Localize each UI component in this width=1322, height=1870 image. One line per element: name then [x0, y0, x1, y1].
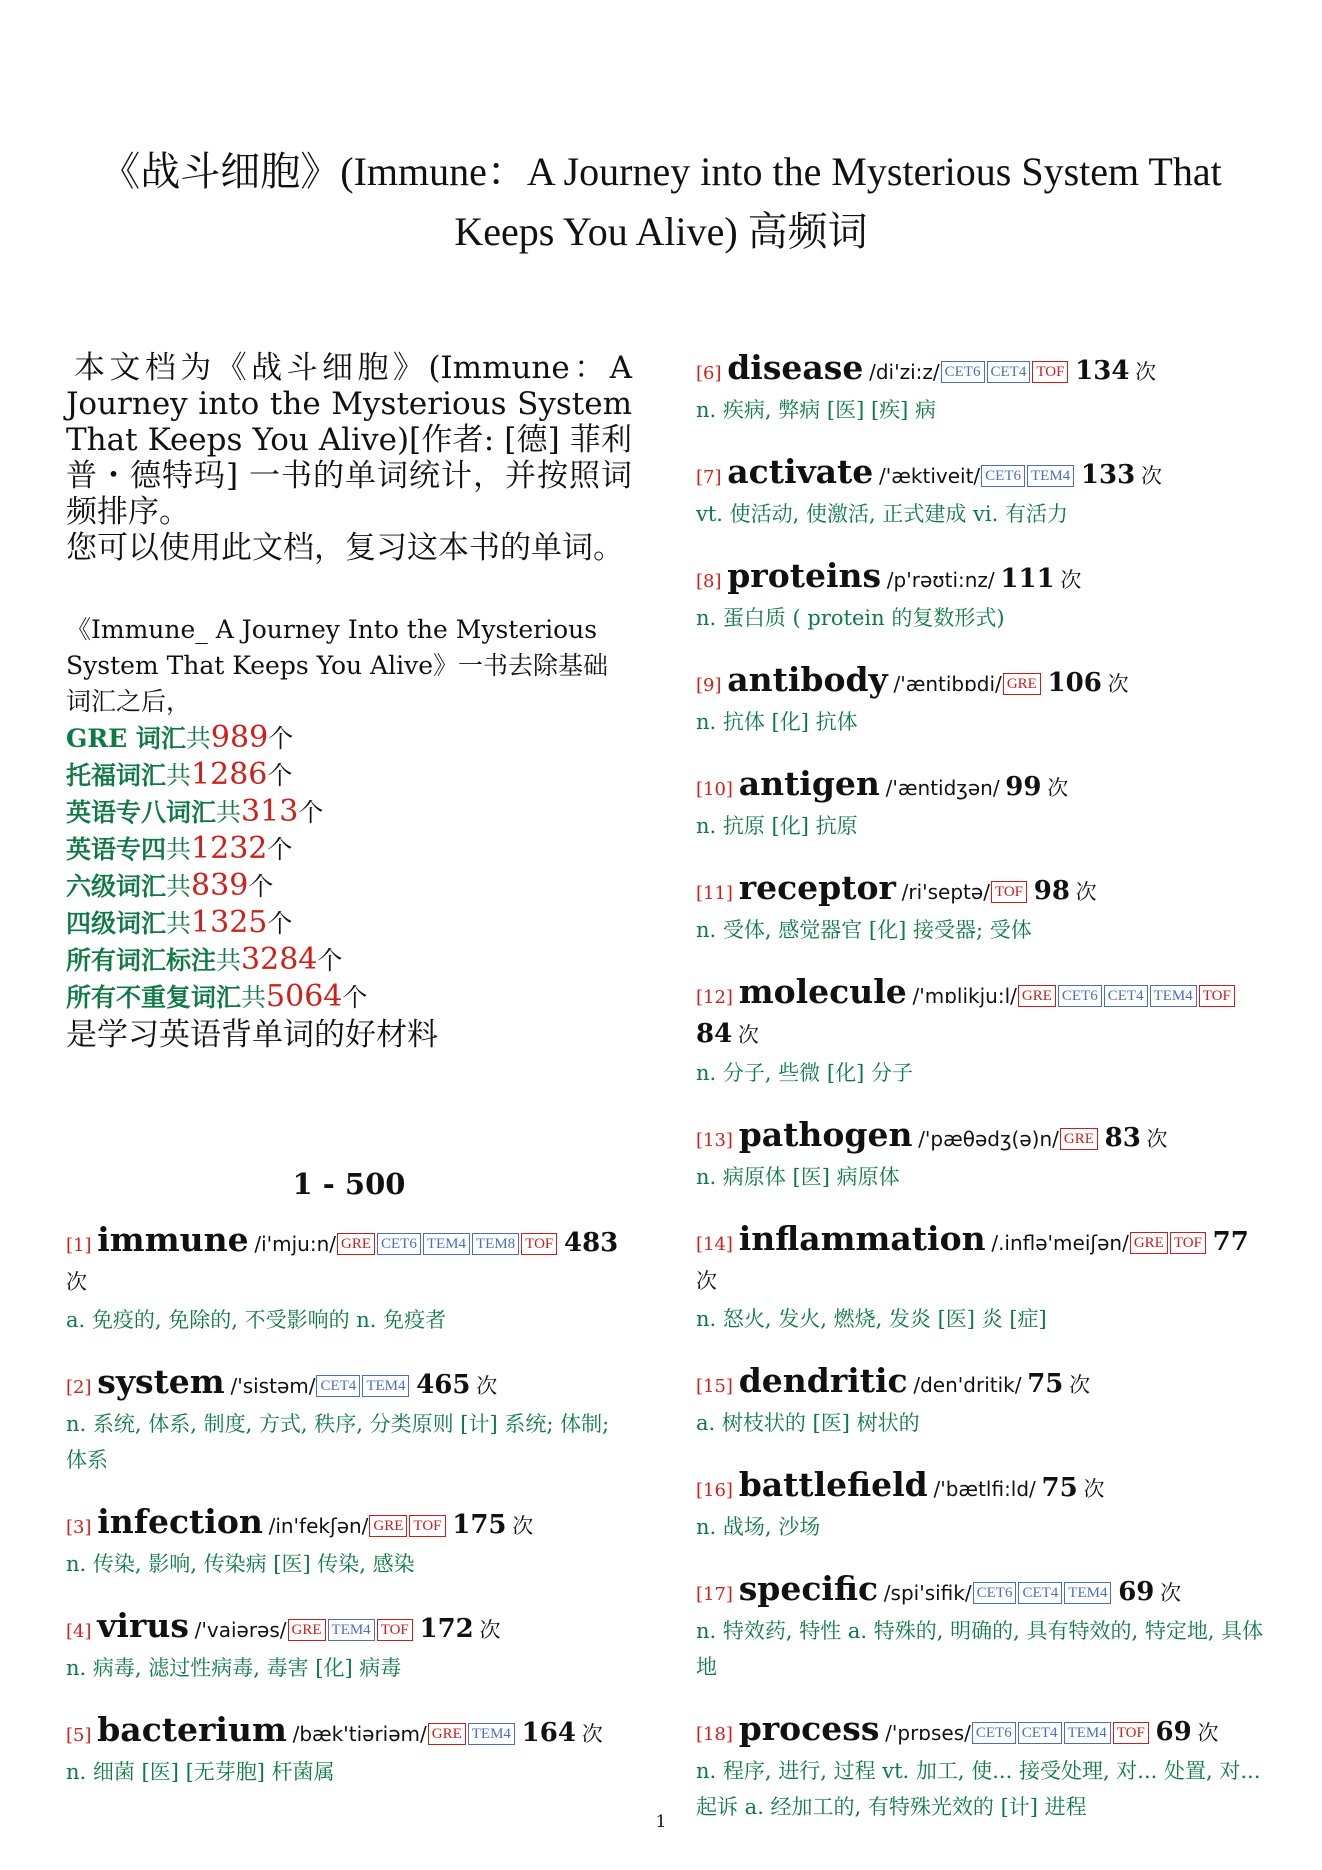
word-entry: [696, 1221, 1270, 1337]
entry-index: [4]: [66, 1621, 92, 1642]
intro-paragraph: [66, 350, 632, 566]
headword-line: [696, 1711, 1270, 1753]
frequency-unit: 次: [1160, 1581, 1182, 1605]
exam-tag: GRE: [1018, 985, 1056, 1007]
exam-tag: TEM4: [1150, 985, 1197, 1007]
entry-index: [1]: [66, 1235, 92, 1256]
word-entry: [696, 1363, 1270, 1441]
frequency-unit: 次: [1060, 568, 1082, 592]
entry-word: inflammation: [738, 1219, 986, 1258]
exam-tag: CET6: [972, 1722, 1016, 1744]
stat-row: [66, 868, 632, 905]
word-entry: [66, 1608, 632, 1686]
stat-count: 5064: [266, 979, 343, 1014]
entry-frequency: 111: [1000, 564, 1055, 594]
range-heading: 1 - 500: [292, 1167, 406, 1201]
entry-index: [17]: [696, 1584, 733, 1605]
entry-index: [18]: [696, 1724, 733, 1745]
stat-label: 托福词汇: [66, 761, 167, 790]
headword-line: [696, 1117, 1270, 1159]
stat-unit: 个: [267, 835, 293, 864]
entry-word: infection: [97, 1502, 263, 1541]
exam-tag: CET4: [1018, 1722, 1062, 1744]
entry-word: activate: [727, 452, 874, 491]
stat-unit: 个: [267, 909, 293, 938]
entry-definition: n. 战场, 沙场: [696, 1515, 821, 1539]
stat-count: 839: [191, 868, 249, 903]
exam-tag: GRE: [428, 1723, 466, 1745]
entry-definition: n. 抗体 [化] 抗体: [696, 710, 858, 734]
word-entry: [696, 454, 1270, 532]
word-entry: [696, 974, 1270, 1091]
stat-count: 1286: [191, 757, 268, 792]
entry-definition: n. 特效药, 特性 a. 特殊的, 明确的, 具有特效的, 特定地, 具体地: [696, 1619, 1264, 1679]
word-entry: [66, 1222, 632, 1338]
entry-word: proteins: [727, 556, 882, 595]
stat-label: 英语专四: [66, 835, 167, 864]
entry-index: [5]: [66, 1725, 92, 1746]
stat-gong: 共: [166, 835, 192, 864]
word-entry: [696, 870, 1270, 948]
entry-pronunciation: /'sistəm/: [230, 1374, 316, 1398]
stat-row: [66, 831, 632, 868]
stat-gong: 共: [216, 798, 242, 827]
exam-tag: CET6: [973, 1582, 1017, 1604]
frequency-unit: 次: [1075, 880, 1097, 904]
stat-unit: 个: [317, 946, 343, 975]
stat-label: 英语专八词汇: [66, 798, 217, 827]
entry-index: [6]: [696, 363, 722, 384]
headword-line: [66, 1364, 632, 1406]
entry-index: [9]: [696, 675, 722, 696]
stat-gong: 共: [166, 761, 192, 790]
exam-tag: TEM4: [423, 1233, 470, 1255]
entry-definition: n. 系统, 体系, 制度, 方式, 秩序, 分类原则 [计] 系统; 体制; 体系: [66, 1412, 610, 1472]
entries-left: [66, 1222, 632, 1790]
stat-gong: 共: [216, 946, 242, 975]
entry-frequency: 84: [696, 1019, 733, 1049]
entry-word: system: [97, 1362, 225, 1401]
entry-index: [2]: [66, 1377, 92, 1398]
entry-word: immune: [97, 1220, 249, 1259]
entry-pronunciation: /'æktiveit/: [879, 464, 981, 488]
stat-unit: 个: [268, 724, 294, 753]
entry-pronunciation: /ri'septə/: [901, 880, 990, 904]
entry-pronunciation: /'bætlfi:ld/: [933, 1477, 1036, 1501]
frequency-unit: 次: [1197, 1721, 1219, 1745]
stat-row: [66, 979, 632, 1016]
entries-right: [696, 350, 1270, 1825]
word-entry: [696, 1117, 1270, 1195]
stat-gong: 共: [241, 983, 267, 1012]
exam-tag: GRE: [288, 1619, 326, 1641]
entry-word: virus: [97, 1606, 189, 1645]
entry-definition: n. 程序, 进行, 过程 vt. 加工, 使... 接受处理, 对... 处置, 对... 起诉 a. 经加工的, 有特殊光效的 [计] 进程: [696, 1759, 1261, 1819]
entry-frequency: 483: [564, 1228, 619, 1258]
exam-tag: GRE: [337, 1233, 375, 1255]
stat-count: 313: [241, 794, 299, 829]
entry-pronunciation: /'mɒlikju:l/: [912, 984, 1017, 1008]
entry-frequency: 106: [1047, 668, 1102, 698]
exam-tag: TEM4: [1064, 1582, 1111, 1604]
entry-index: [7]: [696, 467, 722, 488]
entry-frequency: 175: [452, 1510, 507, 1540]
entry-index: [16]: [696, 1480, 733, 1501]
exam-tag: GRE: [1130, 1232, 1168, 1254]
stat-count: 989: [210, 720, 269, 755]
frequency-unit: 次: [512, 1514, 534, 1538]
stat-count: 1232: [191, 831, 268, 866]
entry-frequency: 69: [1155, 1717, 1192, 1747]
frequency-unit: 次: [1069, 1373, 1091, 1397]
exam-tag: TOF: [521, 1233, 557, 1255]
headword-line: [66, 1504, 632, 1546]
frequency-unit: 次: [1107, 672, 1129, 696]
entry-definition: n. 病毒, 滤过性病毒, 毒害 [化] 病毒: [66, 1656, 402, 1680]
entry-word: battlefield: [738, 1465, 928, 1504]
intro-text-2: 您可以使用此文档，复习这本书的单词。: [66, 530, 624, 566]
entry-index: [13]: [696, 1130, 733, 1151]
stat-unit: 个: [267, 761, 293, 790]
exam-tag: GRE: [1060, 1128, 1098, 1150]
frequency-unit: 次: [476, 1374, 498, 1398]
entry-definition: n. 怒火, 发火, 燃烧, 发炎 [医] 炎 [症]: [696, 1307, 1047, 1331]
entry-pronunciation: /di'zi:z/: [869, 360, 940, 384]
entry-definition: n. 细菌 [医] [无芽胞] 杆菌属: [66, 1760, 335, 1784]
exam-tag: CET4: [1104, 985, 1148, 1007]
exam-tag: TOF: [991, 881, 1027, 903]
exam-tag: TOF: [1113, 1722, 1149, 1744]
frequency-unit: 次: [1146, 1127, 1168, 1151]
entry-frequency: 69: [1118, 1577, 1155, 1607]
word-entry: [696, 350, 1270, 428]
entry-pronunciation: /bæk'tiəriəm/: [292, 1722, 427, 1746]
entry-pronunciation: /'vaiərəs/: [194, 1618, 287, 1642]
frequency-unit: 次: [1083, 1477, 1105, 1501]
entry-frequency: 98: [1033, 876, 1070, 906]
word-entry: [696, 1711, 1270, 1825]
entry-definition: vt. 使活动, 使激活, 正式建成 vi. 有活力: [696, 502, 1068, 526]
word-entry: [696, 1467, 1270, 1545]
stats-list: [66, 720, 632, 1016]
headword-line: [696, 974, 1270, 1055]
entry-pronunciation: /den'dritik/: [913, 1373, 1022, 1397]
frequency-unit: 次: [66, 1270, 87, 1294]
page-number: 1: [655, 1812, 667, 1832]
headword-line: [696, 1467, 1270, 1509]
exam-tag: TEM4: [468, 1723, 515, 1745]
exam-tag: TOF: [1032, 361, 1068, 383]
entry-index: [14]: [696, 1234, 733, 1255]
entry-frequency: 75: [1027, 1369, 1064, 1399]
entry-definition: n. 分子, 些微 [化] 分子: [696, 1061, 913, 1085]
entry-pronunciation: /in'fekʃən/: [268, 1514, 369, 1538]
entry-word: pathogen: [738, 1115, 913, 1154]
frequency-unit: 次: [581, 1722, 603, 1746]
entry-index: [10]: [696, 779, 733, 800]
headword-line: [66, 1608, 632, 1650]
intro-text-1: 本文档为《战斗细胞》(Immune：A Journey into the Mysterious System That Keeps You Alive)[作者: [德] 菲利普・德特玛] 一书的单词统计，并按照词频排序。: [66, 350, 632, 530]
entry-word: process: [738, 1709, 880, 1748]
exam-tag: TOF: [409, 1515, 445, 1537]
entry-definition: n. 疾病, 弊病 [医] [疾] 病: [696, 398, 937, 422]
stat-label: GRE 词汇: [66, 724, 186, 753]
headword-line: [696, 1571, 1270, 1613]
stat-label: 四级词汇: [66, 909, 167, 938]
entry-index: [8]: [696, 571, 722, 592]
stat-row: [66, 905, 632, 942]
exam-tag: GRE: [1003, 673, 1041, 695]
headword-line: [696, 350, 1270, 392]
stat-label: 所有词汇标注: [66, 946, 217, 975]
frequency-unit: 次: [1140, 464, 1162, 488]
stat-gong: 共: [166, 909, 192, 938]
entry-pronunciation: /p'rəʊti:nz/: [886, 568, 995, 592]
exam-tag: CET4: [987, 361, 1031, 383]
entry-frequency: 99: [1005, 772, 1042, 802]
exam-tag: TEM8: [472, 1233, 519, 1255]
exam-tag: TOF: [1199, 985, 1235, 1007]
exam-tag: TEM4: [328, 1619, 375, 1641]
exam-tag: TEM4: [1064, 1722, 1111, 1744]
entry-pronunciation: /'æntibɒdi/: [893, 672, 1002, 696]
entry-frequency: 134: [1075, 356, 1130, 386]
stat-gong: 共: [185, 724, 211, 753]
frequency-unit: 次: [479, 1618, 501, 1642]
title-line-2: Keeps You Alive) 高频词: [454, 209, 868, 254]
exam-tag: GRE: [369, 1515, 407, 1537]
entry-index: [11]: [696, 883, 733, 904]
entry-definition: a. 免疫的, 免除的, 不受影响的 n. 免疫者: [66, 1308, 447, 1332]
entry-definition: n. 病原体 [医] 病原体: [696, 1165, 900, 1189]
entry-pronunciation: /'pæθədʒ(ə)n/: [918, 1127, 1059, 1151]
entry-word: bacterium: [97, 1710, 287, 1749]
entry-definition: n. 受体, 感觉器官 [化] 接受器; 受体: [696, 918, 1032, 942]
exam-tag: TOF: [377, 1619, 413, 1641]
headword-line: [66, 1222, 632, 1302]
exam-tag: TOF: [1170, 1232, 1206, 1254]
right-column: [696, 350, 1270, 1851]
entry-pronunciation: /'æntidʒən/: [885, 776, 1000, 800]
exam-tag: CET6: [981, 465, 1025, 487]
entry-frequency: 77: [1212, 1227, 1249, 1257]
word-entry: [696, 662, 1270, 740]
headword-line: [696, 662, 1270, 704]
exam-tag: TEM4: [362, 1375, 409, 1397]
entry-word: antibody: [727, 660, 888, 699]
stat-unit: 个: [298, 798, 324, 827]
stat-label: 六级词汇: [66, 872, 167, 901]
stat-row: [66, 942, 632, 979]
word-entry: [696, 1571, 1270, 1685]
entry-definition: a. 树枝状的 [医] 树状的: [696, 1411, 920, 1435]
stat-label: 所有不重复词汇: [66, 983, 242, 1012]
entry-word: molecule: [738, 972, 907, 1011]
entry-index: [12]: [696, 987, 733, 1008]
entry-frequency: 465: [416, 1370, 471, 1400]
stat-row: [66, 794, 632, 831]
entry-frequency: 133: [1080, 460, 1136, 490]
headword-line: [66, 1712, 632, 1754]
headword-line: [696, 766, 1270, 808]
stat-row: [66, 757, 632, 794]
entry-pronunciation: /'prɒses/: [885, 1721, 971, 1745]
entry-word: disease: [727, 348, 864, 387]
word-entry: [66, 1364, 632, 1478]
exam-tag: CET6: [377, 1233, 421, 1255]
entry-frequency: 83: [1104, 1123, 1141, 1153]
entry-pronunciation: /i'mju:n/: [254, 1232, 336, 1256]
headword-line: [696, 558, 1270, 600]
entry-pronunciation: /.inflə'meiʃən/: [991, 1231, 1129, 1255]
entry-definition: n. 抗原 [化] 抗原: [696, 814, 858, 838]
exam-tag: CET4: [1018, 1582, 1062, 1604]
stat-count: 1325: [191, 905, 268, 940]
entry-pronunciation: /spi'sifik/: [883, 1581, 972, 1605]
entry-frequency: 172: [419, 1614, 474, 1644]
stat-count: 3284: [241, 942, 318, 977]
frequency-unit: 次: [737, 1023, 759, 1047]
entry-frequency: 164: [521, 1718, 576, 1748]
headword-line: [696, 454, 1270, 496]
stat-unit: 个: [248, 872, 274, 901]
stat-row: [66, 720, 632, 757]
exam-tag: CET6: [1058, 985, 1102, 1007]
word-entry: [66, 1712, 632, 1790]
exam-tag: CET6: [941, 361, 985, 383]
entry-definition: n. 蛋白质 ( protein 的复数形式): [696, 606, 1005, 630]
frequency-unit: 次: [1047, 776, 1069, 800]
exam-tag: TEM4: [1027, 465, 1074, 487]
entry-index: [3]: [66, 1517, 92, 1538]
frequency-unit: 次: [696, 1269, 717, 1293]
title-line-1: 《战斗细胞》(Immune：A Journey into the Mysterious System That: [100, 149, 1222, 194]
headword-line: [696, 1221, 1270, 1301]
entry-word: receptor: [738, 868, 896, 907]
stat-unit: 个: [342, 983, 368, 1012]
left-column: [66, 350, 632, 1816]
headword-line: [696, 870, 1270, 912]
word-entry: [696, 558, 1270, 636]
stat-gong: 共: [166, 872, 192, 901]
headword-line: [696, 1363, 1270, 1405]
word-entry: [696, 766, 1270, 844]
entry-word: specific: [738, 1569, 879, 1608]
exam-tag: CET4: [316, 1375, 360, 1397]
page-title: [40, 142, 1282, 262]
entry-definition: n. 传染, 影响, 传染病 [医] 传染, 感染: [66, 1552, 415, 1576]
summary-intro: 《Immune_ A Journey Into the Mysterious System That Keeps You Alive》一书去除基础词汇之后，: [66, 615, 609, 716]
entry-word: antigen: [738, 764, 880, 803]
entry-frequency: 75: [1041, 1473, 1078, 1503]
entry-index: [15]: [696, 1376, 733, 1397]
frequency-unit: 次: [1135, 360, 1157, 384]
word-entry: [66, 1504, 632, 1582]
good-material-text: 是学习英语背单词的好材料: [66, 1017, 438, 1053]
entry-word: dendritic: [738, 1361, 908, 1400]
